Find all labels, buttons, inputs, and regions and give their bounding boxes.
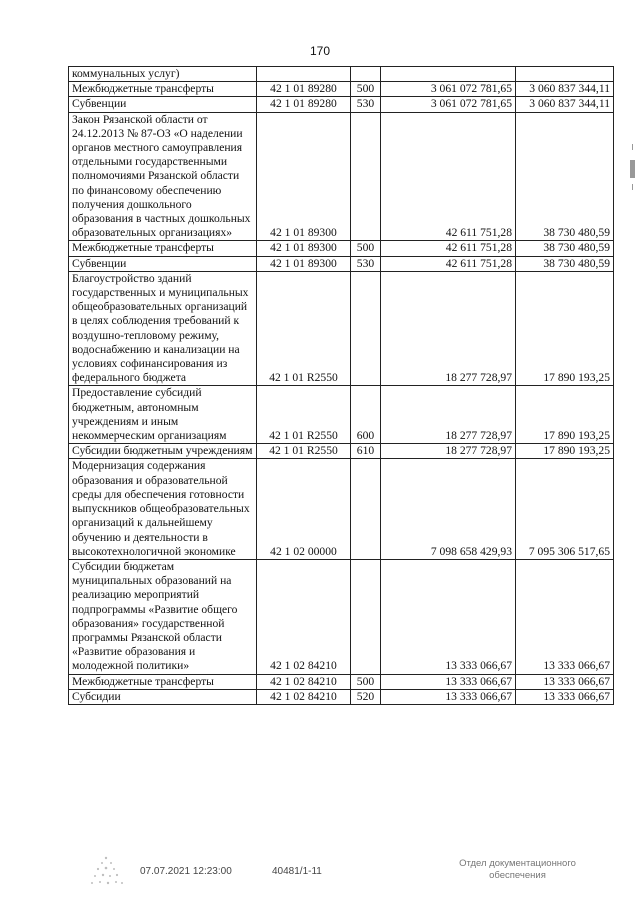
table-row bbox=[69, 559, 614, 674]
row-expense-type-cell: 600 bbox=[351, 386, 381, 444]
footer-stamp-line2: обеспечения bbox=[489, 870, 546, 881]
footer-date: 07.07.2021 12:23:00 bbox=[140, 866, 232, 877]
table-row bbox=[69, 444, 614, 459]
row-name-cell: Субвенции bbox=[69, 256, 257, 271]
row-expense-type-cell: 520 bbox=[351, 689, 381, 704]
row-expense-type-cell bbox=[351, 271, 381, 386]
table-row bbox=[69, 256, 614, 271]
row-executed-amount-cell: 3 060 837 344,11 bbox=[516, 97, 614, 112]
table-row bbox=[69, 386, 614, 444]
row-plan-amount-cell: 42 611 751,28 bbox=[381, 112, 516, 241]
row-executed-amount-cell: 17 890 193,25 bbox=[516, 271, 614, 386]
scan-stamp-icon bbox=[86, 852, 128, 892]
row-name-cell: Субвенции bbox=[69, 97, 257, 112]
row-expense-type-cell bbox=[351, 67, 381, 82]
row-plan-amount-cell: 42 611 751,28 bbox=[381, 241, 516, 256]
row-expense-type-cell: 500 bbox=[351, 674, 381, 689]
row-code-cell: 42 1 02 84210 bbox=[257, 674, 351, 689]
row-plan-amount-cell: 13 333 066,67 bbox=[381, 689, 516, 704]
row-expense-type-cell bbox=[351, 112, 381, 241]
row-name-cell: Закон Рязанской области от 24.12.2013 № 87-ОЗ «О наделении органов местного самоуправления отдельными государственными полномочиями Рязанской области по финансовому обеспечению получения дошкольного образования в частных дошкольных образовательных организациях» bbox=[69, 112, 257, 241]
row-plan-amount-cell: 3 061 072 781,65 bbox=[381, 82, 516, 97]
table-row bbox=[69, 689, 614, 704]
row-code-cell: 42 1 01 89280 bbox=[257, 97, 351, 112]
footer-doc-number: 40481/1-11 bbox=[272, 866, 322, 877]
row-expense-type-cell: 500 bbox=[351, 82, 381, 97]
table-row bbox=[69, 67, 614, 82]
row-plan-amount-cell: 3 061 072 781,65 bbox=[381, 97, 516, 112]
row-code-cell: 42 1 01 89300 bbox=[257, 112, 351, 241]
row-plan-amount-cell: 13 333 066,67 bbox=[381, 559, 516, 674]
row-name-cell: Межбюджетные трансферты bbox=[69, 674, 257, 689]
row-name-cell: коммунальных услуг) bbox=[69, 67, 257, 82]
row-code-cell: 42 1 01 R2550 bbox=[257, 386, 351, 444]
row-executed-amount-cell: 7 095 306 517,65 bbox=[516, 459, 614, 559]
table-row bbox=[69, 97, 614, 112]
row-code-cell: 42 1 01 89280 bbox=[257, 82, 351, 97]
row-expense-type-cell: 500 bbox=[351, 241, 381, 256]
row-name-cell: Межбюджетные трансферты bbox=[69, 82, 257, 97]
row-executed-amount-cell: 17 890 193,25 bbox=[516, 386, 614, 444]
row-name-cell: Межбюджетные трансферты bbox=[69, 241, 257, 256]
row-executed-amount-cell: 38 730 480,59 bbox=[516, 241, 614, 256]
row-code-cell: 42 1 01 89300 bbox=[257, 256, 351, 271]
row-name-cell: Предоставление субсидий бюджетным, автономным учреждениям и иным некоммерческим организациям bbox=[69, 386, 257, 444]
table-row bbox=[69, 674, 614, 689]
table-row bbox=[69, 112, 614, 241]
row-code-cell bbox=[257, 67, 351, 82]
row-executed-amount-cell: 13 333 066,67 bbox=[516, 689, 614, 704]
row-executed-amount-cell: 13 333 066,67 bbox=[516, 559, 614, 674]
row-plan-amount-cell bbox=[381, 67, 516, 82]
row-code-cell: 42 1 02 84210 bbox=[257, 559, 351, 674]
row-expense-type-cell: 530 bbox=[351, 256, 381, 271]
page-number: 170 bbox=[309, 44, 331, 58]
row-plan-amount-cell: 13 333 066,67 bbox=[381, 674, 516, 689]
row-plan-amount-cell: 18 277 728,97 bbox=[381, 386, 516, 444]
row-code-cell: 42 1 02 84210 bbox=[257, 689, 351, 704]
row-plan-amount-cell: 18 277 728,97 bbox=[381, 444, 516, 459]
row-expense-type-cell bbox=[351, 459, 381, 559]
scan-edge-mark-icon bbox=[629, 140, 637, 200]
row-code-cell: 42 1 01 R2550 bbox=[257, 271, 351, 386]
table-row bbox=[69, 271, 614, 386]
row-executed-amount-cell: 17 890 193,25 bbox=[516, 444, 614, 459]
footer-stamp bbox=[440, 858, 595, 882]
row-plan-amount-cell: 18 277 728,97 bbox=[381, 271, 516, 386]
footer-stamp-line1: Отдел документационного bbox=[459, 858, 576, 869]
row-executed-amount-cell: 38 730 480,59 bbox=[516, 112, 614, 241]
row-name-cell: Субсидии бюджетам муниципальных образований на реализацию мероприятий подпрограммы «Развитие общего образования» государственной программы Рязанской области «Развитие образования и молодежной политики» bbox=[69, 559, 257, 674]
row-name-cell: Субсидии бюджетным учреждениям bbox=[69, 444, 257, 459]
table-row bbox=[69, 82, 614, 97]
budget-table-body bbox=[69, 67, 614, 705]
row-executed-amount-cell: 13 333 066,67 bbox=[516, 674, 614, 689]
row-name-cell: Модернизация содержания образования и образовательной среды для обеспечения готовности выпускников общеобразовательных организаций к дальнейшему обучению и деятельности в высокотехнологичной экономике bbox=[69, 459, 257, 559]
table-row bbox=[69, 241, 614, 256]
row-code-cell: 42 1 01 R2550 bbox=[257, 444, 351, 459]
row-executed-amount-cell bbox=[516, 67, 614, 82]
row-executed-amount-cell: 3 060 837 344,11 bbox=[516, 82, 614, 97]
row-expense-type-cell: 530 bbox=[351, 97, 381, 112]
budget-table bbox=[68, 66, 614, 705]
row-code-cell: 42 1 01 89300 bbox=[257, 241, 351, 256]
row-name-cell: Субсидии bbox=[69, 689, 257, 704]
row-name-cell: Благоустройство зданий государственных и муниципальных общеобразовательных организаций в целях соблюдения требований к воздушно-тепловому режиму, водоснабжению и канализации на условиях софинансирования из федерального бюджета bbox=[69, 271, 257, 386]
row-executed-amount-cell: 38 730 480,59 bbox=[516, 256, 614, 271]
row-plan-amount-cell: 42 611 751,28 bbox=[381, 256, 516, 271]
row-code-cell: 42 1 02 00000 bbox=[257, 459, 351, 559]
row-expense-type-cell bbox=[351, 559, 381, 674]
row-expense-type-cell: 610 bbox=[351, 444, 381, 459]
row-plan-amount-cell: 7 098 658 429,93 bbox=[381, 459, 516, 559]
table-row bbox=[69, 459, 614, 559]
